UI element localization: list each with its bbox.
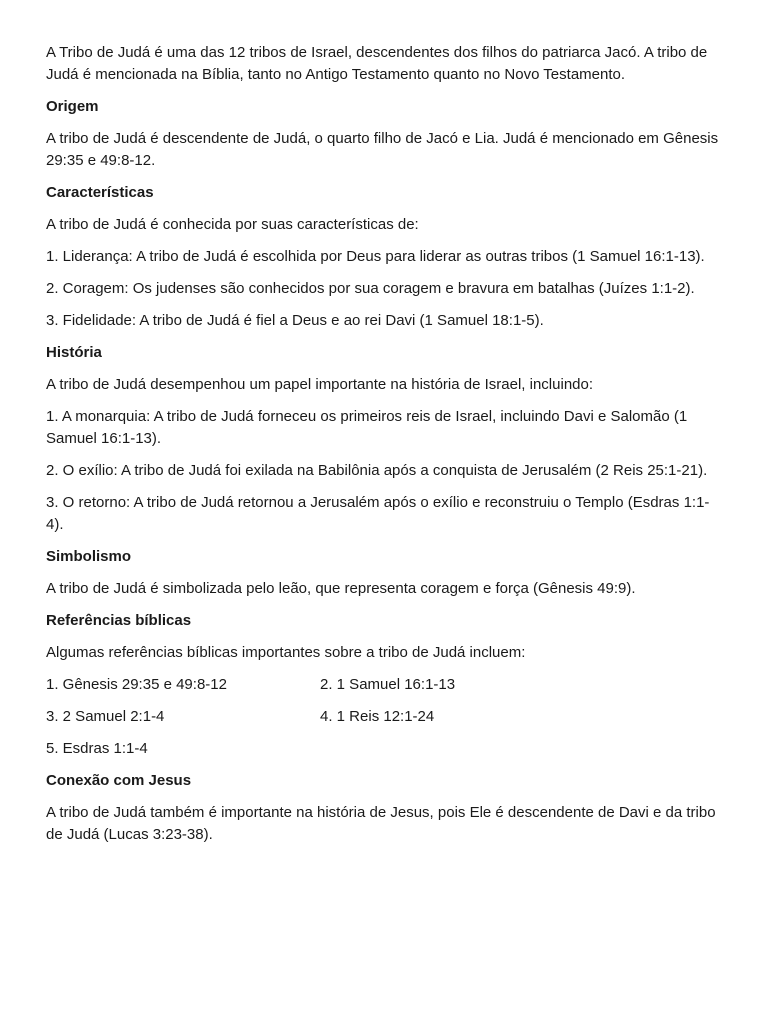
caracteristicas-intro: A tribo de Judá é conhecida por suas características de: <box>46 216 419 233</box>
caracteristicas-item-1: 1. Liderança: A tribo de Judá é escolhida por Deus para liderar as outras tribos (1 Samuel 16:1-13). <box>46 248 705 265</box>
historia-item-2: 2. O exílio: A tribo de Judá foi exilada na Babilônia após a conquista de Jerusalém (2 Reis 25:1-21). <box>46 462 708 479</box>
referencias-item-4: 4. 1 Reis 12:1-24 <box>320 708 435 725</box>
caracteristicas-item-3: 3. Fidelidade: A tribo de Judá é fiel a Deus e ao rei Davi (1 Samuel 18:1-5). <box>46 312 544 329</box>
origem-paragraph: A tribo de Judá é descendente de Judá, o quarto filho de Jacó e Lia. Judá é mencionado em Gênesis 29:35 e 49:8-12. <box>46 130 719 169</box>
simbolismo-paragraph: A tribo de Judá é simbolizada pelo leão, que representa coragem e força (Gênesis 49:9). <box>46 580 636 597</box>
section-heading-conexao: Conexão com Jesus <box>46 772 192 789</box>
referencias-item-5: 5. Esdras 1:1-4 <box>46 740 148 757</box>
historia-item-3: 3. O retorno: A tribo de Judá retornou a Jerusalém após o exílio e reconstruiu o Templo (Esdras 1:1-4). <box>46 494 710 533</box>
section-heading-origem: Origem <box>46 98 99 115</box>
section-heading-caracteristicas: Características <box>46 184 154 201</box>
referencias-item-1: 1. Gênesis 29:35 e 49:8-12 <box>46 676 227 693</box>
section-heading-referencias: Referências bíblicas <box>46 612 192 629</box>
historia-item-1: 1. A monarquia: A tribo de Judá forneceu os primeiros reis de Israel, incluindo Davi e Salomão (1 Samuel 16:1-13). <box>46 408 688 447</box>
referencias-intro: Algumas referências bíblicas importantes sobre a tribo de Judá incluem: <box>46 644 526 661</box>
conexao-paragraph: A tribo de Judá também é importante na história de Jesus, pois Ele é descendente de Davi e da tribo de Judá (Lucas 3:23-38). <box>46 804 716 843</box>
section-heading-simbolismo: Simbolismo <box>46 548 132 565</box>
referencias-item-3: 3. 2 Samuel 2:1-4 <box>46 708 165 725</box>
referencias-item-2: 2. 1 Samuel 16:1-13 <box>320 676 456 693</box>
caracteristicas-item-2: 2. Coragem: Os judenses são conhecidos por sua coragem e bravura em batalhas (Juízes 1:1-2). <box>46 280 695 297</box>
section-heading-historia: História <box>46 344 102 361</box>
referencias-list <box>46 674 722 770</box>
historia-intro: A tribo de Judá desempenhou um papel importante na história de Israel, incluindo: <box>46 376 594 393</box>
intro-paragraph: A Tribo de Judá é uma das 12 tribos de Israel, descendentes dos filhos do patriarca Jacó. A tribo de Judá é mencionada na Bíblia, tanto no Antigo Testamento quanto no Novo Testamento. <box>46 44 708 83</box>
